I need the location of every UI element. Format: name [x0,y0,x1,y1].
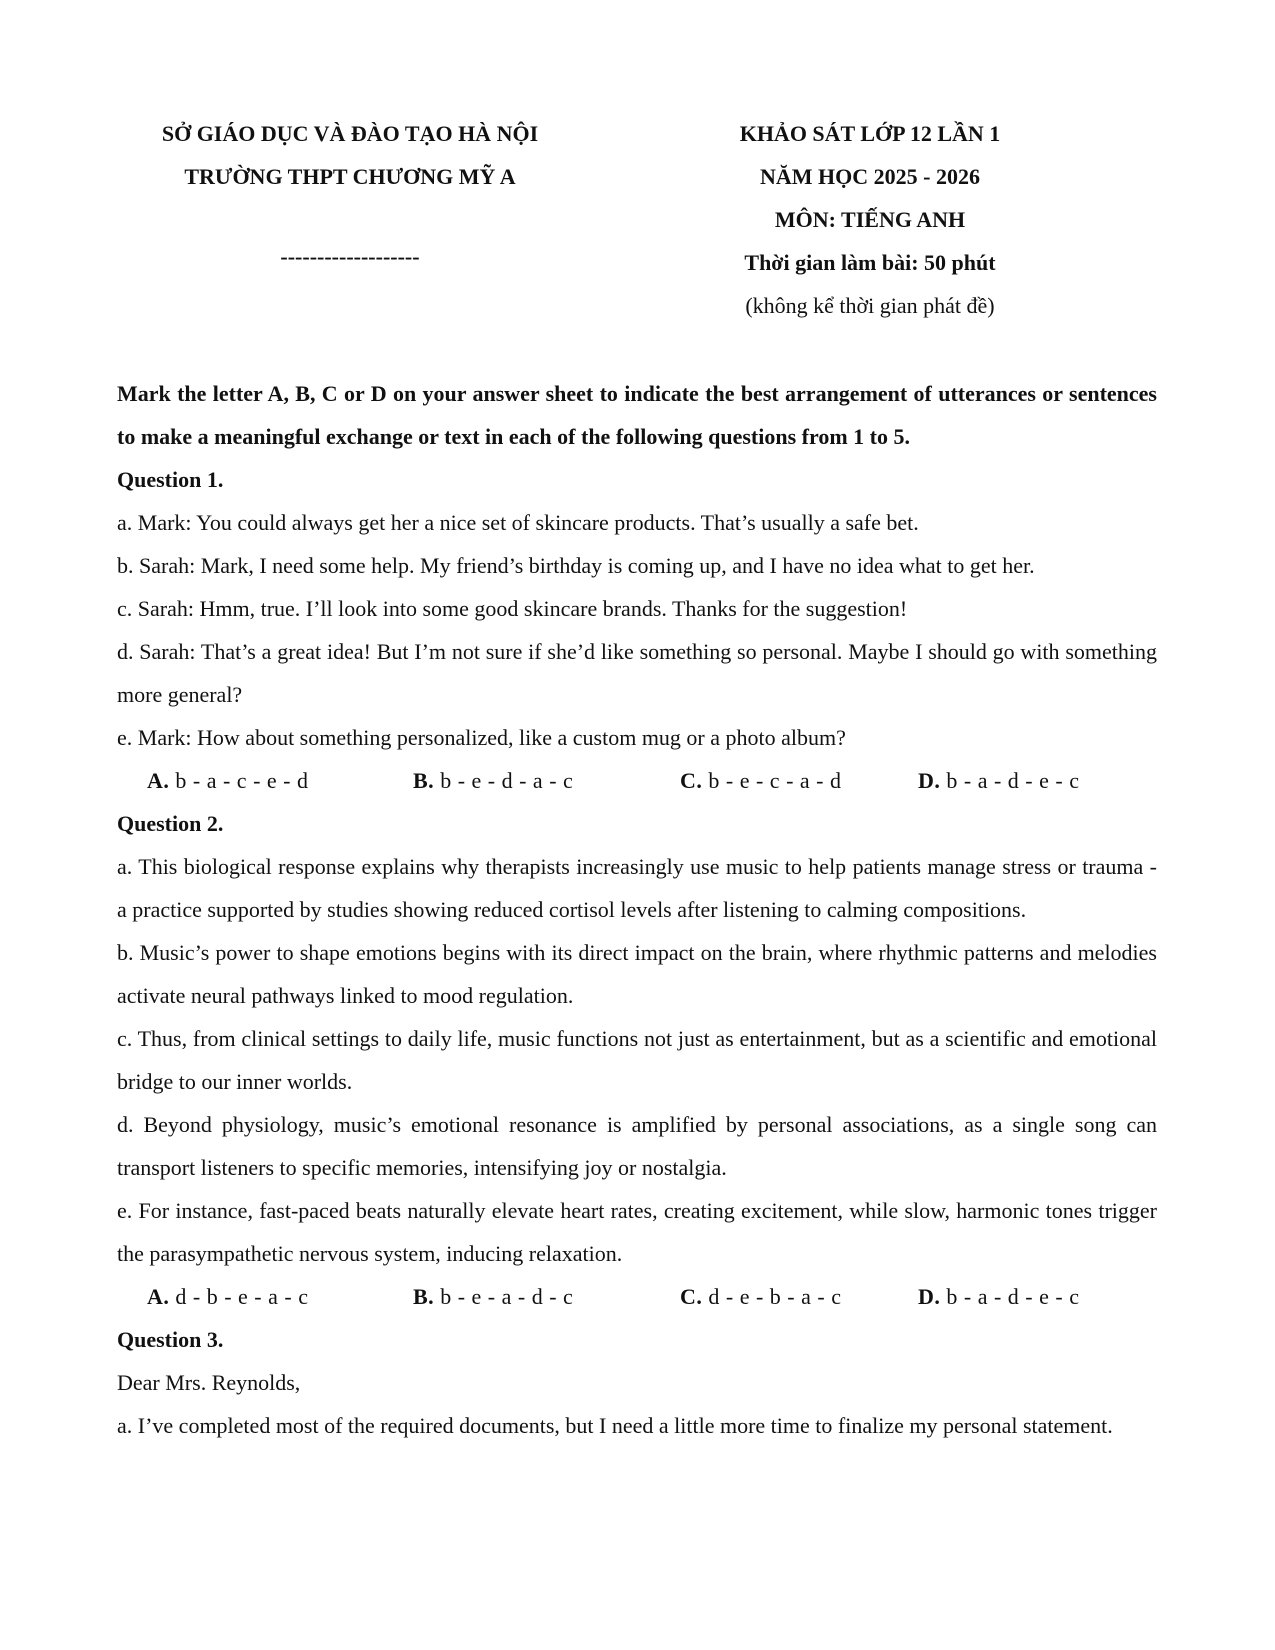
exam-title: KHẢO SÁT LỚP 12 LẦN 1 [739,121,1001,146]
answer-options [117,759,1157,802]
option-a[interactable] [147,1275,309,1318]
time-note: (không kể thời gian phát đề) [745,293,995,318]
question-line: d. Beyond physiology, music’s emotional resonance is amplified by personal associations, as a single song can transport listeners to specific memories, intensifying joy or nostalgia. [117,1112,1157,1180]
option-d[interactable] [918,1275,1080,1318]
option-text: b - e - a - d - c [440,1284,574,1309]
question-line: e. Mark: How about something personalized, like a custom mug or a photo album? [117,725,846,750]
question-line: e. For instance, fast-paced beats naturally elevate heart rates, creating excitement, while slow, harmonic tones trigger the parasympathetic nervous system, inducing relaxation. [117,1198,1157,1266]
question-line: b. Music’s power to shape emotions begins with its direct impact on the brain, where rhythmic patterns and melodies activate neural pathways linked to mood regulation. [117,940,1157,1008]
question-3 [117,1318,1157,1447]
option-letter: B. [413,1284,435,1309]
option-text: b - a - d - e - c [946,768,1080,793]
question-line: a. This biological response explains why therapists increasingly use music to help patients manage stress or trauma - a practice supported by studies showing reduced cortisol levels after listening to calming compositions. [117,854,1157,922]
school-year: NĂM HỌC 2025 - 2026 [760,164,980,189]
question-2 [117,802,1157,1318]
option-text: d - e - b - a - c [708,1284,842,1309]
option-text: b - a - c - e - d [175,768,309,793]
option-c[interactable] [680,759,842,802]
question-line: b. Sarah: Mark, I need some help. My friend’s birthday is coming up, and I have no idea what to get her. [117,553,1035,578]
option-letter: D. [918,768,941,793]
option-letter: B. [413,768,435,793]
subject: MÔN: TIẾNG ANH [774,207,966,232]
separator-dashes: ------------------- [280,244,420,269]
option-letter: C. [680,768,703,793]
time-limit: Thời gian làm bài: 50 phút [744,250,996,275]
question-title: Question 2. [117,811,224,836]
question-line: c. Thus, from clinical settings to daily life, music functions not just as entertainment, but as a scientific and emotional bridge to our inner worlds. [117,1026,1157,1094]
option-text: b - e - d - a - c [440,768,574,793]
question-line: d. Sarah: That’s a great idea! But I’m not sure if she’d like something so personal. Maybe I should go with something more general? [117,639,1157,707]
question-title: Question 1. [117,467,224,492]
question-title: Question 3. [117,1327,224,1352]
option-b[interactable] [413,759,573,802]
question-line: a. I’ve completed most of the required documents, but I need a little more time to finalize my personal statement. [117,1413,1113,1438]
header-right [660,112,1080,327]
option-letter: D. [918,1284,941,1309]
letter-salutation: Dear Mrs. Reynolds, [117,1370,301,1395]
option-d[interactable] [918,759,1080,802]
option-text: d - b - e - a - c [175,1284,309,1309]
exam-content [117,372,1157,1447]
question-line: c. Sarah: Hmm, true. I’ll look into some good skincare brands. Thanks for the suggestion! [117,596,908,621]
option-text: b - e - c - a - d [708,768,842,793]
school-name: TRƯỜNG THPT CHƯƠNG MỸ A [184,164,516,189]
header-left [110,112,590,278]
option-b[interactable] [413,1275,573,1318]
question-line: a. Mark: You could always get her a nice set of skincare products. That’s usually a safe bet. [117,510,919,535]
instruction: Mark the letter A, B, C or D on your answer sheet to indicate the best arrangement of utterances or sentences to make a meaningful exchange or text in each of the following questions from 1 to 5. [117,381,1157,449]
option-text: b - a - d - e - c [946,1284,1080,1309]
question-1 [117,458,1157,802]
answer-options [117,1275,1157,1318]
department-name: SỞ GIÁO DỤC VÀ ĐÀO TẠO HÀ NỘI [161,121,539,146]
option-letter: C. [680,1284,703,1309]
option-letter: A. [147,1284,170,1309]
option-letter: A. [147,768,170,793]
option-c[interactable] [680,1275,842,1318]
option-a[interactable] [147,759,309,802]
